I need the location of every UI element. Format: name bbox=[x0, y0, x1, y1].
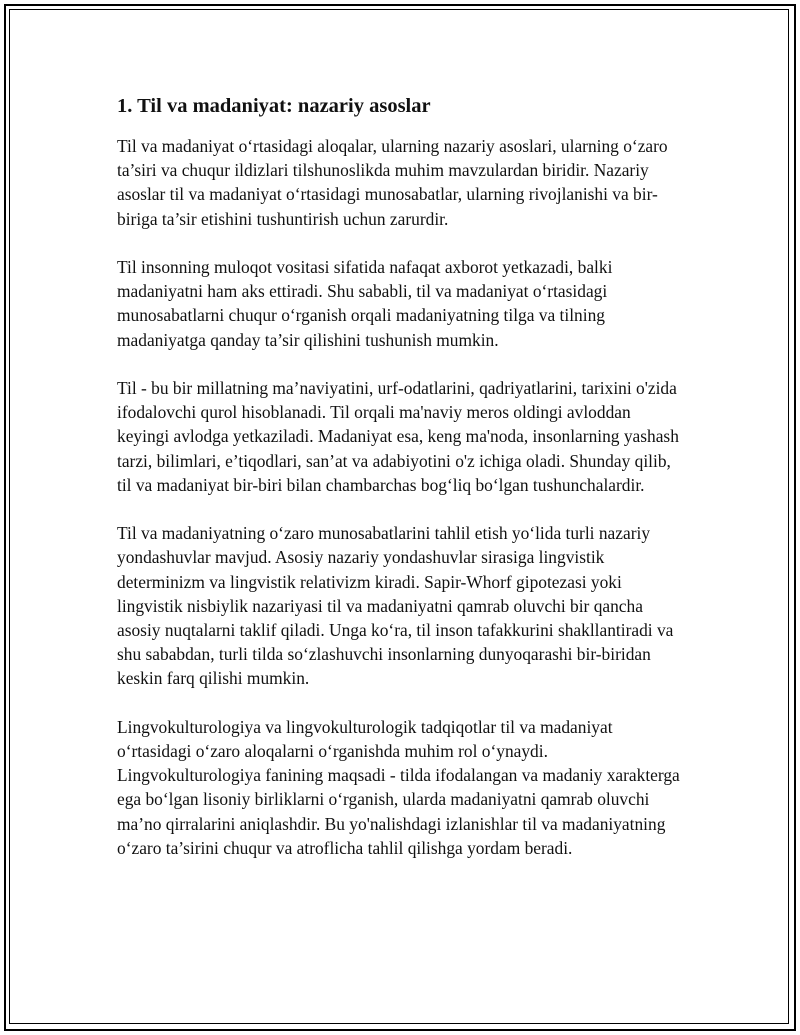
paragraph-4: Til va madaniyatning o‘zaro munosabatlarini tahlil etish yo‘lida turli nazariy yondashuvlar mavjud. Asosiy nazariy yondashuvlar sirasiga lingvistik determinizm va lingvistik relativizm kiradi. Sapir-Whorf gipotezasi yoki lingvistik nisbiylik nazariyasi til va madaniyatni qamrab oluvchi bir qancha asosiy nuqtalarni taklif qiladi. Unga ko‘ra, til inson tafakkurini shakllantiradi va shu sababdan, turli tilda so‘zlashuvchi insonlarning dunyoqarashi bir-biridan keskin farq qilishi mumkin. bbox=[117, 523, 674, 689]
paragraph-1: Til va madaniyat o‘rtasidagi aloqalar, ularning nazariy asoslari, ularning o‘zaro ta’siri va chuqur ildizlari tilshunoslikda muhim mavzulardan biridir. Nazariy asoslar til va madaniyat o‘rtasidagi munosabatlar, ularning rivojlanishi va bir-biriga ta’sir etishini tushuntirish uchun zarurdir. bbox=[117, 136, 668, 229]
paragraph-5: Lingvokulturologiya va lingvokulturologik tadqiqotlar til va madaniyat o‘rtasidagi o‘zaro aloqalarni o‘rganishda muhim rol o‘ynaydi. Lingvokulturologiya fanining maqsadi - tilda ifodalangan va madaniy xarakterga ega bo‘lgan lisoniy birliklarni o‘rganish, ularda madaniyatni qamrab oluvchi ma’no qirralarini aniqlashdir. Bu yo'nalishdagi izlanishlar til va madaniyatning o‘zaro ta’sirini chuqur va atroflicha tahlil qilishga yordam beradi. bbox=[117, 716, 680, 858]
document-body bbox=[117, 90, 687, 884]
section-heading: 1. Til va madaniyat: nazariy asoslar bbox=[117, 95, 431, 117]
paragraph-3: Til - bu bir millatning ma’naviyatini, urf-odatlarini, qadriyatlarini, tarixini o'zida ifodalovchi qurol hisoblanadi. Til orqali ma'naviy meros oldingi avloddan keyingi avlodga yetkaziladi. Madaniyat esa, keng ma'noda, insonlarning yashash tarzi, bilimlari, e’tiqodlari, san’at va adabiyotini o'z ichiga oladi. Shunday qilib, til va madaniyat bir-biri bilan chambarchas bog‘liq bo‘lgan tushunchalardir. bbox=[117, 378, 679, 495]
paragraph-2: Til insonning muloqot vositasi sifatida nafaqat axborot yetkazadi, balki madaniyatni ham aks ettiradi. Shu sababli, til va madaniyat o‘rtasidagi munosabatlarni chuqur o‘rganish orqali madaniyatning tilga va tilning madaniyatga qanday ta’sir qilishini tushunish mumkin. bbox=[117, 257, 613, 350]
